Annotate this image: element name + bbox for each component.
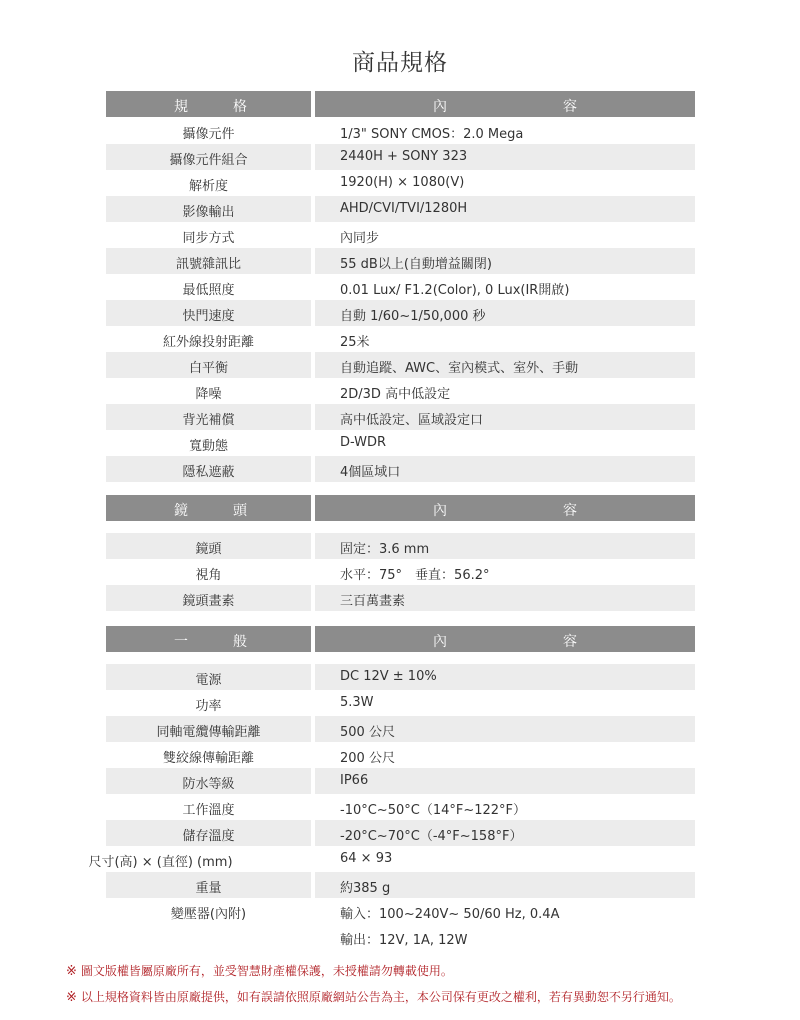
spec-label: 雙絞線傳輸距離 (162, 751, 254, 766)
spec-value: 2D/3D 高中低設定 (340, 387, 451, 402)
spec-row (106, 118, 695, 144)
spec-value: 500 公尺 (340, 725, 395, 740)
section1-header-right (315, 91, 695, 117)
spec-value: 64 × 93 (340, 851, 393, 866)
spec-row (106, 559, 695, 585)
page-title: 商品規格 (352, 50, 448, 76)
spec-label: 白平衡 (188, 361, 228, 376)
spec-label: 鏡頭 (195, 542, 222, 557)
spec-value: 輸入：100~240V~ 50/60 Hz, 0.4A (340, 907, 560, 922)
spec-value: IP66 (340, 773, 369, 788)
spec-row (106, 872, 695, 898)
spec-label: 同軸電纜傳輸距離 (156, 725, 261, 740)
spec-row (106, 768, 695, 794)
spec-row (106, 326, 695, 352)
spec-label: 同步方式 (182, 231, 235, 246)
spec-label: 降噪 (195, 387, 222, 402)
note-text: 圖文版權皆屬原廠所有，並受智慧財產權保護，未授權請勿轉載使用。 (80, 964, 453, 978)
header-char: 內 (433, 503, 447, 519)
note-text: 以上規格資料皆由原廠提供，如有誤請依照原廠網站公告為主，本公司保有更改之權利，若有異動恕不另行通知。 (80, 990, 681, 1004)
spec-label: 尺寸(高) × (直徑) (mm) (88, 855, 233, 870)
spec-label: 視角 (195, 568, 222, 583)
spec-value: 內同步 (340, 231, 380, 246)
spec-value: AHD/CVI/TVI/1280H (340, 201, 468, 216)
section2-header-left (106, 495, 311, 521)
disclaimer-note (66, 988, 681, 1005)
spec-label: 防水等級 (182, 777, 235, 792)
spec-value: 200 公尺 (340, 751, 395, 766)
header-char: 規 (174, 99, 188, 115)
header-char: 鏡 (174, 503, 188, 519)
spec-row (106, 430, 695, 456)
spec-row (106, 404, 695, 430)
header-char: 容 (563, 503, 577, 519)
header-char: 般 (233, 634, 247, 650)
copyright-note (66, 962, 453, 979)
spec-value: 高中低設定、區域設定口 (340, 413, 484, 428)
spec-row (106, 248, 695, 274)
section1-header-left (106, 91, 311, 117)
spec-label: 重量 (195, 881, 222, 896)
spec-row (106, 196, 695, 222)
spec-row (106, 170, 695, 196)
spec-row (106, 924, 695, 950)
spec-value: 5.3W (340, 695, 374, 710)
spec-value: 自動追蹤、AWC、室內模式、室外、手動 (340, 361, 579, 376)
spec-label: 儲存溫度 (182, 829, 235, 844)
header-char: 一 (174, 634, 188, 650)
header-char: 容 (563, 99, 577, 115)
spec-row (106, 742, 695, 768)
spec-label: 攝像元件 (182, 127, 235, 142)
spec-label: 攝像元件組合 (169, 153, 248, 168)
spec-value: 水平：75° 垂直：56.2° (340, 568, 490, 583)
spec-value: 1/3" SONY CMOS：2.0 Mega (340, 127, 524, 142)
spec-label: 訊號雜訊比 (175, 257, 241, 272)
spec-label: 功率 (195, 699, 222, 714)
spec-row (106, 300, 695, 326)
header-char: 容 (563, 634, 577, 650)
spec-label: 隱私遮蔽 (182, 465, 235, 480)
spec-row (106, 585, 695, 611)
spec-value: 約385 g (340, 881, 391, 896)
spec-value: 4個區域口 (340, 465, 401, 480)
spec-row (106, 222, 695, 248)
spec-value: 輸出：12V, 1A, 12W (340, 933, 468, 948)
asterisk-icon: ※ (66, 964, 77, 979)
header-char: 內 (433, 634, 447, 650)
spec-value: -10°C~50°C（14°F~122°F） (340, 803, 527, 818)
spec-row (106, 456, 695, 482)
spec-value: -20°C~70°C（-4°F~158°F） (340, 829, 523, 844)
spec-row (106, 274, 695, 300)
spec-value: 2440H + SONY 323 (340, 149, 468, 164)
spec-label: 解析度 (188, 179, 228, 194)
spec-label: 快門速度 (182, 309, 235, 324)
spec-label: 最低照度 (182, 283, 235, 298)
asterisk-icon: ※ (66, 990, 77, 1005)
section2-header-right (315, 495, 695, 521)
spec-row (106, 716, 695, 742)
spec-row (106, 144, 695, 170)
spec-label: 寬動態 (188, 439, 228, 454)
section3-header-right (315, 626, 695, 652)
spec-value: 三百萬畫素 (340, 594, 406, 609)
spec-value: 0.01 Lux/ F1.2(Color), 0 Lux(IR開啟) (340, 283, 570, 298)
spec-label: 紅外線投射距離 (162, 335, 254, 350)
spec-value: DC 12V ± 10% (340, 669, 437, 684)
spec-row (106, 664, 695, 690)
spec-value: 固定：3.6 mm (340, 542, 430, 557)
spec-row (106, 794, 695, 820)
spec-value: 自動 1/60~1/50,000 秒 (340, 309, 486, 324)
spec-label: 工作溫度 (182, 803, 235, 818)
spec-row (106, 352, 695, 378)
header-char: 內 (433, 99, 447, 115)
spec-label: 鏡頭畫素 (182, 594, 235, 609)
spec-row (106, 533, 695, 559)
spec-value: 1920(H) × 1080(V) (340, 175, 465, 190)
spec-row (88, 846, 695, 872)
spec-label: 背光補償 (182, 413, 235, 428)
header-char: 格 (233, 99, 247, 115)
spec-value: 55 dB以上(自動增益關閉) (340, 257, 492, 272)
spec-value: 25米 (340, 335, 370, 350)
spec-label: 影像輸出 (182, 205, 235, 220)
spec-value: D-WDR (340, 435, 387, 450)
header-char: 頭 (233, 503, 247, 519)
spec-row (106, 820, 695, 846)
spec-row (106, 898, 695, 924)
spec-label: 變壓器(內附) (170, 907, 247, 922)
spec-row (106, 378, 695, 404)
spec-label: 電源 (195, 673, 222, 688)
section3-header-left (106, 626, 311, 652)
spec-row (106, 690, 695, 716)
